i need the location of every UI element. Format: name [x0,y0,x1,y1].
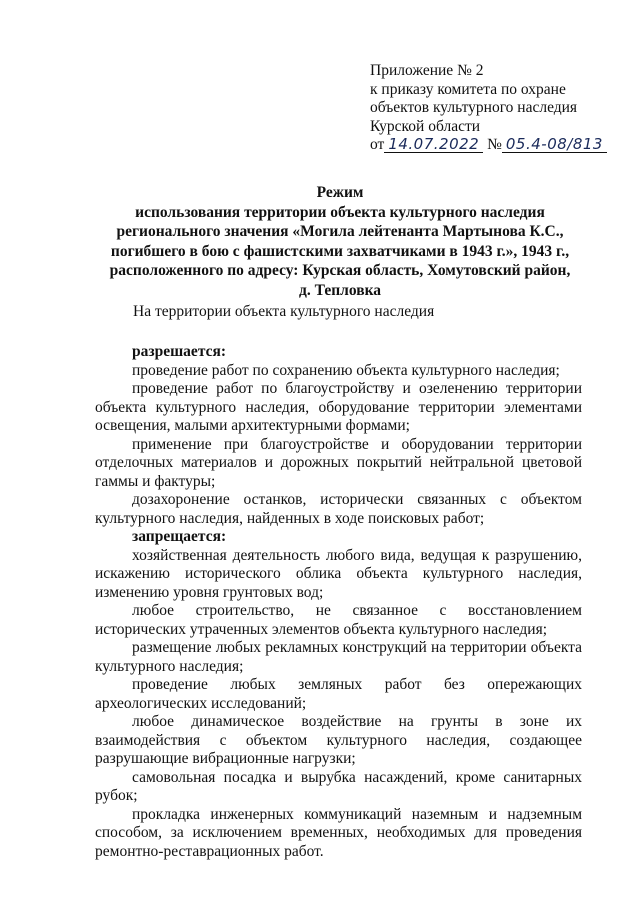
order-date: 14.07.2022 [384,136,483,153]
annex-title: Приложение № 2 [370,62,484,79]
regime-body [95,343,582,861]
title-line: погибшего в бою с фашистскими захватчиками в 1943 г.», 1943 г., [110,242,570,260]
title-line: д. Тепловка [298,281,382,299]
title-line: регионального значения «Могила лейтенанта Мартынова К.С., [116,223,564,240]
prohibited-item: любое строительство, не связанное с восстановлением исторических утраченных элементов объекта культурного наследия; [95,602,582,638]
annex-line-order: к приказу комитета по охране [370,80,566,98]
order-date-number [370,136,620,156]
prohibited-item: размещение любых рекламных конструкций на территории объекта культурного наследия; [95,639,582,675]
prohibited-item: самовольная посадка и вырубка насаждений, кроме санитарных рубок; [95,768,582,804]
annex-line-region: Курской области [370,117,481,135]
allowed-heading: разрешается: [132,343,227,360]
order-number: 05.4-08/813 [502,136,607,153]
prohibited-item: любое динамическое воздействие на грунты в зоне их взаимодействия с объектом культурного наследия, создающее разрушающие вибрационные нагрузки; [95,713,582,767]
prohibited-heading: запрещается: [132,528,227,545]
allowed-item: проведение работ по благоустройству и озеленению территории объекта культурного наследия, оборудование территории элементами освещения, малыми архитектурными формами; [95,380,582,434]
allowed-item: применение при благоустройстве и оборудовании территории отделочных материалов и дорожных покрытий нейтральной цветовой гаммы и фактуры; [95,435,582,490]
title-line: Режим [316,184,364,201]
number-label: № [487,136,502,153]
allowed-item: проведение работ по сохранению объекта культурного наследия; [132,361,560,379]
from-label: от [370,136,385,153]
intro-text: На территории объекта культурного наследия [133,303,435,320]
prohibited-item: проведение любых земляных работ без опережающих археологических исследований; [95,676,582,712]
title-line: расположенного по адресу: Курская область, Хомутовский район, [109,262,571,279]
title-line: использования территории объекта культурного наследия [135,203,545,221]
document-title [70,183,610,300]
annex-line-committee: объектов культурного наследия [370,99,578,116]
allowed-item: дозахоронение останков, исторически связанных с объектом культурного наследия, найденных в ходе поисковых работ; [95,491,582,527]
annex-header [370,62,620,156]
prohibited-item: хозяйственная деятельность любого вида, ведущая к разрушению, искажению исторического облика объекта культурного наследия, изменению уровня грунтовых вод; [95,546,582,601]
prohibited-item: прокладка инженерных коммуникаций наземным и надземным способом, за исключением временных, необходимых для проведения ремонтно-реставрационных работ. [95,805,582,860]
